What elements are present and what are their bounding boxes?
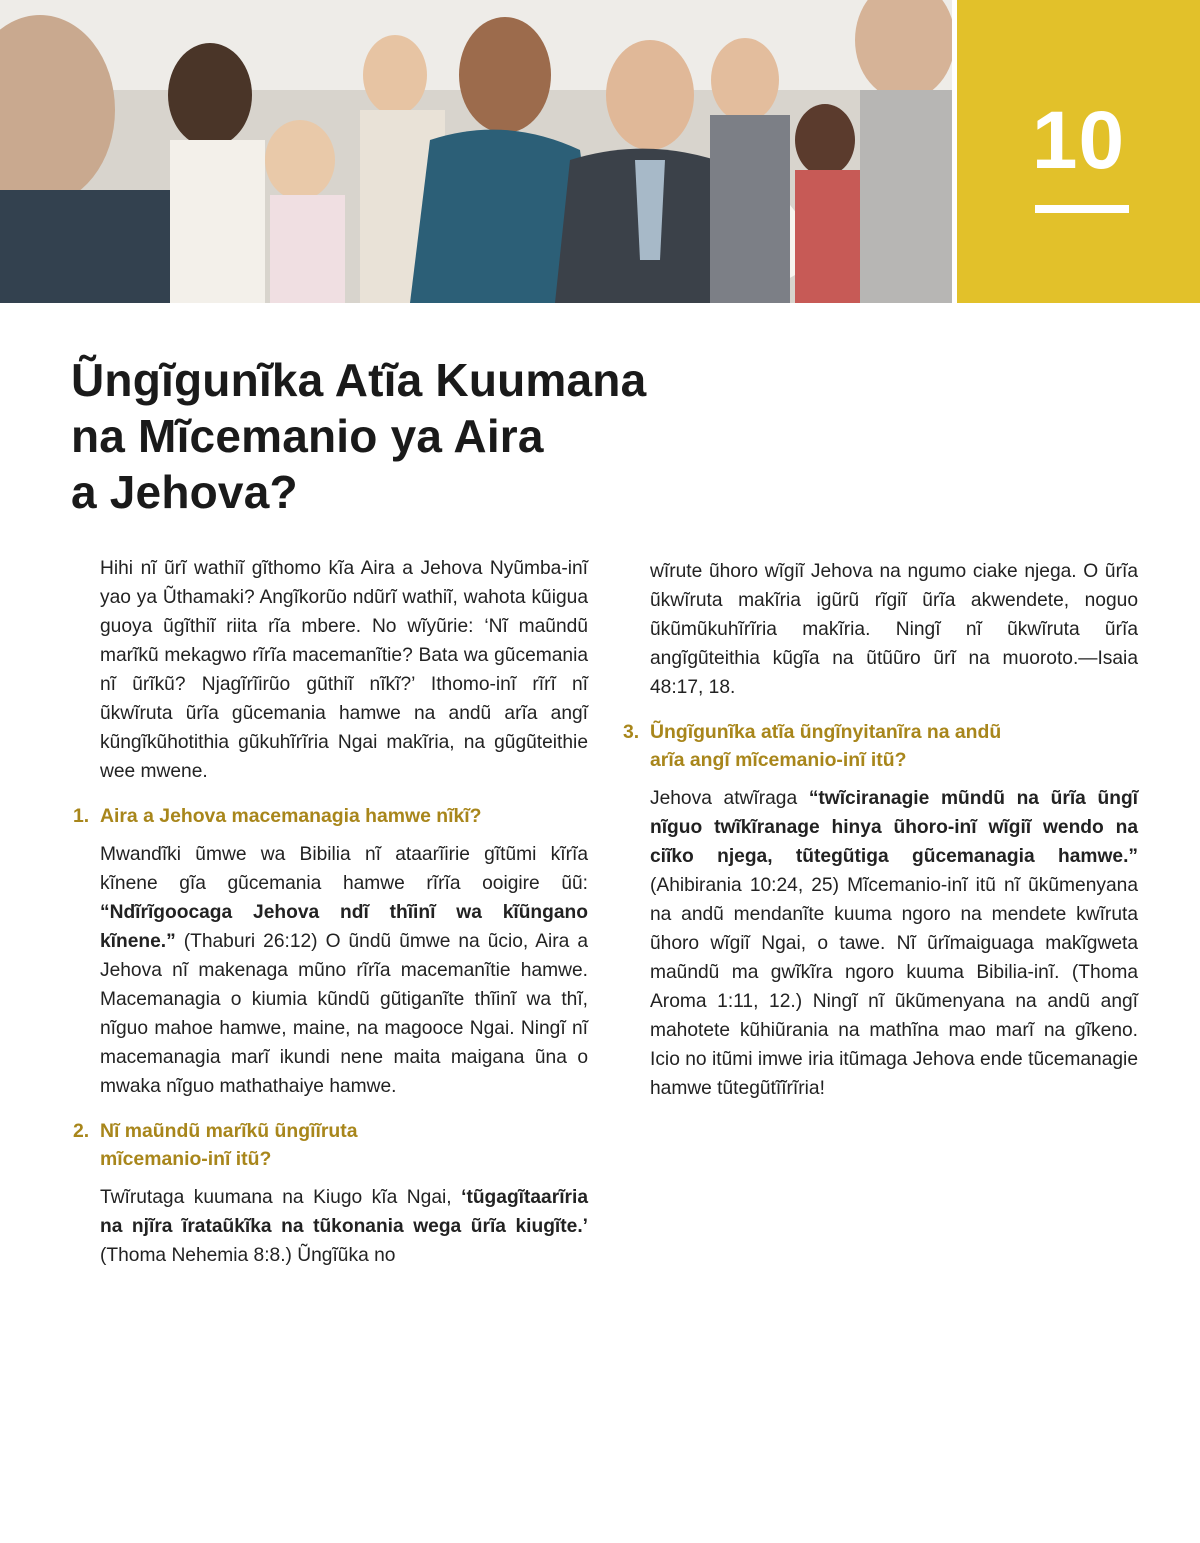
section-1-paragraph (100, 840, 588, 1101)
section-3-heading (620, 718, 1138, 774)
section-1-heading-text: Aira a Jehova macemanagia hamwe nĩkĩ? (100, 805, 482, 827)
hero-photo (0, 0, 952, 303)
section-3-heading-line-2: arĩa angĩ mĩcemanio-inĩ itũ? (650, 749, 907, 771)
section-1-heading (70, 802, 588, 830)
page-title (71, 352, 771, 520)
section-2-text-cont: (Thoma Nehemia 8:8.) Ũngĩũka no (100, 1245, 396, 1266)
section-1-scripture-quote: “Ndĩrĩgoocaga Jehova ndĩ thĩinĩ wa kĩũngano kĩnene.” (100, 902, 588, 952)
lesson-number: 10 (1031, 95, 1126, 186)
section-3-scripture-quote: “twĩciranagie mũndũ na ũrĩa ũngĩ nĩguo twĩkĩranage hinya ũhoro-inĩ wĩgiĩ wendo na ciĩko njega, tũtegũtiga gũcemanagia hamwe.” (650, 788, 1138, 867)
section-2-paragraph-part-2: wĩrute ũhoro wĩgiĩ Jehova na ngumo ciake njega. O ũrĩa ũkwĩruta makĩria igũrũ rĩgiĩ ũrĩa akwendete, noguo ũkũmũkuhĩrĩria makĩria. Ningĩ nĩ ũkwĩruta ũrĩa angĩgũteithia kũgĩa na ũtũũro ũrĩ na muoroto.—Isaia 48:17, 18. (650, 561, 1138, 698)
hero-illustration (0, 0, 952, 303)
badge-underline (1035, 205, 1129, 213)
left-column (73, 554, 588, 1284)
intro-paragraph: Hihi nĩ ũrĩ wathiĩ gĩthomo kĩa Aira a Jehova Nyũmba-inĩ yao ya Ũthamaki? Angĩkorũo ndũrĩ wathiĩ, wahota kũigua guoya ũgĩthiĩ riita rĩa mbere. No wĩyũrie: ‘Nĩ maũndũ marĩkũ mekagwo rĩrĩa macemanĩtie? Bata wa gũcemania nĩ ũrĩkũ? Njagĩrĩirũo gũthiĩ nĩkĩ?’ Ithomo-inĩ rĩrĩ nĩ ũkwĩruta ũrĩa gũcemania hamwe na andũ arĩa angĩ kũngĩkũhotithia gũkuhĩrĩria Ngai makĩria, na gũgũteithie wee mwene. (100, 558, 588, 782)
section-1-text: Mwandĩki ũmwe wa Bibilia nĩ ataarĩirie gĩtũmi kĩrĩa kĩnene gĩa gũcemania hamwe rĩrĩa ooigire ũũ: (100, 844, 588, 894)
section-2-text: Twĩrutaga kuumana na Kiugo kĩa Ngai, (100, 1187, 462, 1208)
section-1-text-cont: (Thaburi 26:12) O ũndũ ũmwe na ũcio, Aira a Jehova nĩ makenaga mũno rĩrĩa macemanĩtie hamwe. Macemanagia o kiumia kũndũ gũtiganĩte thĩinĩ wa thĩ, nĩguo mahoe hamwe, maine, na magooce Ngai. Ningĩ nĩ macemanagia marĩ ikundi nene maita maigana ũna o mwaka nĩguo mathathaiye hamwe. (100, 931, 588, 1097)
section-1-number: 1. (73, 805, 90, 827)
section-2-number: 2. (73, 1120, 90, 1142)
section-2-paragraph-part-1 (100, 1183, 588, 1270)
lesson-number-badge (957, 0, 1200, 303)
section-2-heading (70, 1117, 588, 1173)
title-line-1: Ũngĩgunĩka Atĩa Kuumana (71, 354, 647, 406)
section-3-text: Jehova atwĩraga (650, 788, 809, 809)
section-3-text-cont: (Ahibirania 10:24, 25) Mĩcemanio-inĩ itũ nĩ ũkũmenyana na andũ mendanĩte kuuma ngoro na mendete kwĩruta ũhoro wĩgiĩ Ngai, o tawe. Nĩ ũrĩmaiguaga makĩgweta maũndũ ma gwĩkĩra ngoro kuuma Bibilia-inĩ. (Thoma Aroma 1:11, 12.) Ningĩ nĩ ũkũmenyana na andũ angĩ mahotete kũhiũrania na mathĩna mao marĩ na gĩkeno. Icio no itũmi imwe iria itũmaga Jehova ende tũcemanagie hamwe tũtegũtĩĩrĩria! (650, 875, 1138, 1099)
title-line-3: a Jehova? (71, 466, 298, 519)
section-2-heading-line-1: Nĩ maũndũ marĩkũ ũngĩĩruta (100, 1120, 358, 1142)
section-2-scripture-quote: ‘tũgagĩtaarĩria na njĩra ĩrataũkĩka na tũkonania wega ũrĩa kiugĩte.’ (100, 1187, 588, 1237)
section-3-heading-line-1: Ũngĩgunĩka atĩa ũngĩnyitanĩra na andũ (650, 721, 1002, 743)
title-line-2: na Mĩcemanio ya Aira (71, 410, 544, 463)
section-3-number: 3. (623, 721, 640, 743)
section-2-heading-line-2: mĩcemanio-inĩ itũ? (100, 1148, 272, 1170)
right-column (623, 557, 1138, 1117)
section-3-paragraph (650, 784, 1138, 1103)
